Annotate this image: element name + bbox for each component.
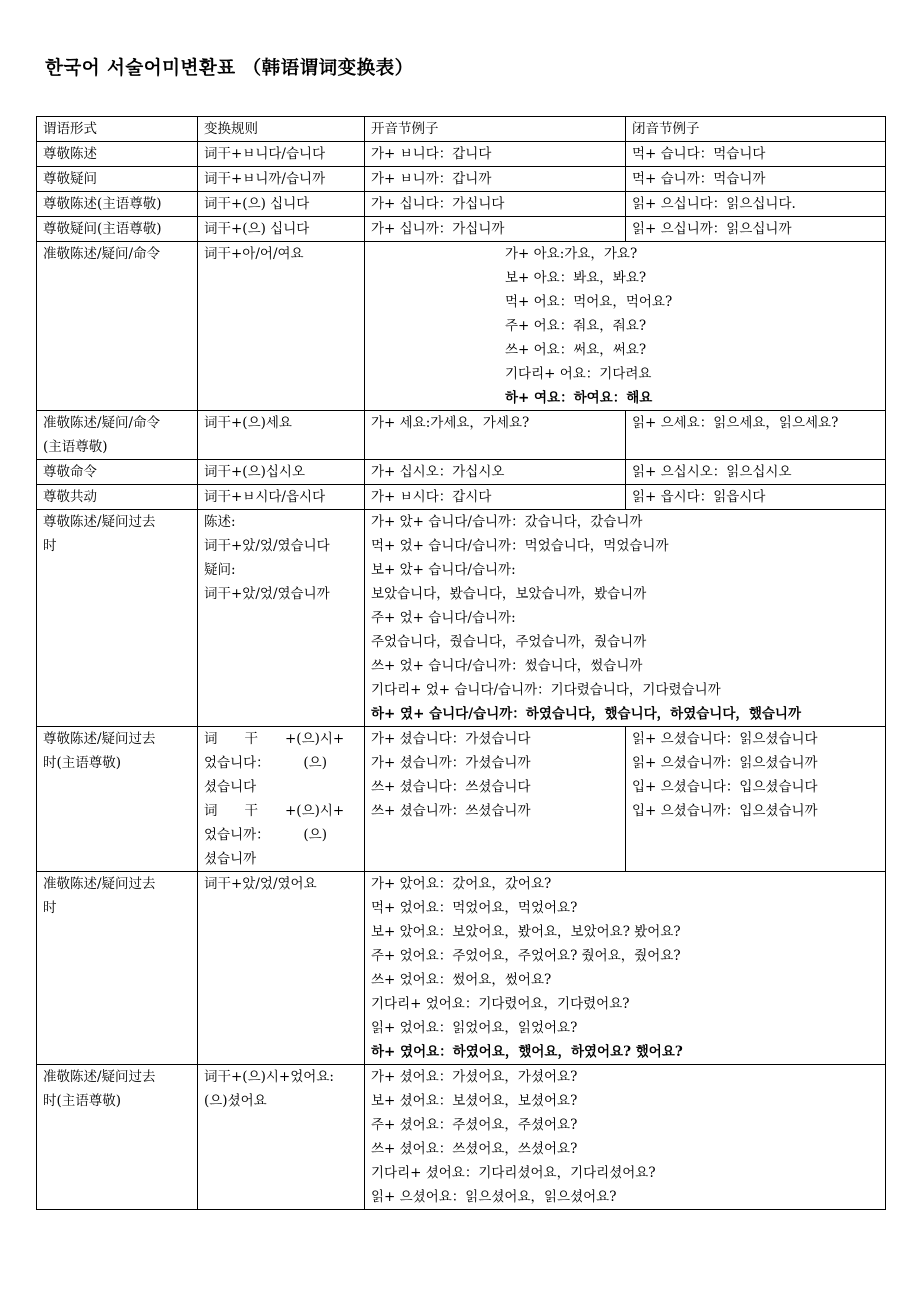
table-row (37, 872, 886, 1065)
form-cell (37, 872, 198, 1065)
rule-cell: 词干+(으)세요 (198, 411, 365, 460)
rule-line: 词 干 +(으)시+ (204, 803, 345, 819)
rule-cell (198, 510, 365, 727)
example-line-bold: 하+ 였어요：하였어요，했어요，하였어요? 했어요? (371, 1044, 683, 1060)
table-row (37, 460, 886, 485)
example-line: 쓰+ 어요：써요，써요? (505, 342, 647, 358)
table-row (37, 485, 886, 510)
closed-example-cell: 읽+ 으세요：읽으세요，읽으세요? (626, 411, 886, 460)
closed-example-cell: 읽+ 으십시오：읽으십시오 (626, 460, 886, 485)
example-line: 가+ 셨습니다：가셨습니다 (371, 731, 531, 747)
example-line: 가+ 았+ 습니다/습니까：갔습니다，갔습니까 (371, 514, 643, 530)
closed-example-cell: 먹+ 습니까：먹습니까 (626, 167, 886, 192)
table-header-row (37, 117, 886, 142)
form-cell (37, 411, 198, 460)
example-line: 먹+ 었+ 습니다/습니까：먹었습니다，먹었습니까 (371, 538, 669, 554)
example-line: 쓰+ 셨어요：쓰셨어요，쓰셨어요? (371, 1141, 578, 1157)
form-line: 准敬陈述/疑问/命令 (43, 415, 161, 431)
form-cell: 尊敬疑问(主语尊敬) (37, 217, 198, 242)
closed-example-cell: 읽+ 으십니다：읽으십니다. (626, 192, 886, 217)
rule-line: (으)셨어요 (204, 1093, 267, 1109)
rule-line: 었습니다： (으) (204, 755, 327, 771)
example-line: 주+ 어요：줘요，줘요? (505, 318, 647, 334)
form-line: 尊敬陈述/疑问过去 (43, 731, 156, 747)
merged-example-cell (365, 872, 886, 1065)
merged-example-cell (365, 510, 886, 727)
example-line: 기다리+ 었+ 습니다/습니까：기다렸습니다，기다렸습니까 (371, 682, 721, 698)
open-example-cell: 가+ ㅂ시다：갑시다 (365, 485, 626, 510)
table-row (37, 727, 886, 872)
table-row (37, 142, 886, 167)
form-line: 时 (43, 538, 57, 554)
rule-cell: 词干+ㅂ니까/습니까 (198, 167, 365, 192)
closed-example-cell: 먹+ 습니다：먹습니다 (626, 142, 886, 167)
form-cell: 尊敬共动 (37, 485, 198, 510)
example-line: 읽+ 었어요：읽었어요，읽었어요? (371, 1020, 578, 1036)
rule-line: 셨습니다 (204, 779, 257, 795)
example-line: 입+ 으셨습니까：입으셨습니까 (632, 803, 818, 819)
page-title: 한국어 서술어미변환표 （韩语谓词变换表） (45, 58, 414, 79)
rule-cell: 词干+ㅂ니다/습니다 (198, 142, 365, 167)
rule-line: 词干+(으)시+었어요: (204, 1069, 334, 1085)
example-line: 주+ 었+ 습니다/습니까: (371, 610, 516, 626)
example-line: 기다리+ 었어요：기다렸어요，기다렸어요? (371, 996, 630, 1012)
example-line-bold: 하+ 여요：하여요：해요 (505, 390, 653, 406)
header-form: 谓语形式 (37, 117, 198, 142)
open-example-cell: 가+ 세요:가세요，가세요? (365, 411, 626, 460)
header-open-syllable: 开音节例子 (365, 117, 626, 142)
rule-line: 셨습니까 (204, 851, 257, 867)
example-line: 보+ 아요：봐요，봐요? (505, 270, 647, 286)
form-cell: 尊敬命令 (37, 460, 198, 485)
form-cell: 尊敬疑问 (37, 167, 198, 192)
rule-line: 었습니까： (으) (204, 827, 327, 843)
form-line: (主语尊敬) (43, 439, 108, 455)
example-line: 읽+ 으셨어요：읽으셨어요，읽으셨어요? (371, 1189, 617, 1205)
table-row (37, 242, 886, 411)
closed-example-cell: 읽+ 으십니까：읽으십니까 (626, 217, 886, 242)
form-cell (37, 727, 198, 872)
form-cell (37, 510, 198, 727)
example-line: 주었습니다，줬습니다，주었습니까，줬습니까 (371, 634, 647, 650)
example-line: 읽+ 으셨습니까：읽으셨습니까 (632, 755, 818, 771)
form-cell (37, 1065, 198, 1210)
rule-line: 词干+았/었/였습니다 (204, 538, 330, 554)
open-example-cell: 가+ ㅂ니까：갑니까 (365, 167, 626, 192)
table-row (37, 510, 886, 727)
rule-cell (198, 1065, 365, 1210)
form-cell: 尊敬陈述 (37, 142, 198, 167)
rule-cell: 词干+ㅂ시다/읍시다 (198, 485, 365, 510)
table-row (37, 1065, 886, 1210)
example-line: 주+ 셨어요：주셨어요，주셨어요? (371, 1117, 578, 1133)
example-line: 보았습니다，봤습니다，보았습니까，봤습니까 (371, 586, 647, 602)
form-line: 尊敬陈述/疑问过去 (43, 514, 156, 530)
open-example-cell: 가+ 십니까：가십니까 (365, 217, 626, 242)
form-line: 时 (43, 900, 57, 916)
example-line: 보+ 셨어요：보셨어요，보셨어요? (371, 1093, 578, 1109)
form-line: 准敬陈述/疑问过去 (43, 1069, 156, 1085)
example-line: 읽+ 으셨습니다：읽으셨습니다 (632, 731, 818, 747)
example-line: 보+ 았+ 습니다/습니까: (371, 562, 516, 578)
example-line: 가+ 았어요：갔어요，갔어요? (371, 876, 552, 892)
example-line-bold: 하+ 였+ 습니다/습니까：하였습니다，했습니다，하였습니다，했습니까 (371, 706, 802, 722)
merged-example-cell (365, 1065, 886, 1210)
rule-cell: 词干+(으) 십니다 (198, 192, 365, 217)
example-line: 가+ 셨어요：가셨어요，가셨어요? (371, 1069, 578, 1085)
example-line: 입+ 으셨습니다：입으셨습니다 (632, 779, 818, 795)
conjugation-table (36, 116, 886, 1210)
example-line: 먹+ 었어요：먹었어요，먹었어요? (371, 900, 578, 916)
example-line: 쓰+ 었어요：썼어요，썼어요? (371, 972, 552, 988)
form-line: 时(主语尊敬) (43, 755, 122, 771)
table-row (37, 217, 886, 242)
example-line: 기다리+ 셨어요：기다리셨어요，기다리셨어요? (371, 1165, 656, 1181)
closed-example-cell: 읽+ 읍시다：읽읍시다 (626, 485, 886, 510)
closed-example-cell (626, 727, 886, 872)
form-cell: 尊敬陈述(主语尊敬) (37, 192, 198, 217)
example-line: 기다리+ 어요：기다려요 (505, 366, 652, 382)
rule-cell: 词干+았/었/였어요 (198, 872, 365, 1065)
rule-line: 词 干 +(으)시+ (204, 731, 345, 747)
rule-cell: 词干+(으) 십니다 (198, 217, 365, 242)
form-line: 时(主语尊敬) (43, 1093, 122, 1109)
example-line: 가+ 아요:가요，가요? (505, 246, 638, 262)
example-line: 쓰+ 었+ 습니다/습니까：썼습니다，썼습니까 (371, 658, 643, 674)
example-line: 쓰+ 셨습니다：쓰셨습니다 (371, 779, 531, 795)
example-line: 주+ 었어요：주었어요，주었어요? 줬어요，줬어요? (371, 948, 681, 964)
merged-example-cell (365, 242, 886, 411)
open-example-cell (365, 727, 626, 872)
header-rule: 变换规则 (198, 117, 365, 142)
open-example-cell: 가+ 십니다：가십니다 (365, 192, 626, 217)
rule-cell (198, 727, 365, 872)
table-row (37, 192, 886, 217)
table-row (37, 411, 886, 460)
example-line: 보+ 았어요：보았어요，봤어요，보았어요? 봤어요? (371, 924, 681, 940)
header-closed-syllable: 闭音节例子 (626, 117, 886, 142)
form-line: 准敬陈述/疑问过去 (43, 876, 156, 892)
example-line: 쓰+ 셨습니까：쓰셨습니까 (371, 803, 531, 819)
open-example-cell: 가+ 십시오：가십시오 (365, 460, 626, 485)
example-line: 먹+ 어요：먹어요，먹어요? (505, 294, 673, 310)
example-line: 가+ 셨습니까：가셨습니까 (371, 755, 531, 771)
rule-line: 词干+았/었/였습니까 (204, 586, 330, 602)
open-example-cell: 가+ ㅂ니다：갑니다 (365, 142, 626, 167)
form-cell: 准敬陈述/疑问/命令 (37, 242, 198, 411)
rule-cell: 词干+아/어/여요 (198, 242, 365, 411)
rule-cell: 词干+(으)십시오 (198, 460, 365, 485)
rule-line: 陈述: (204, 514, 236, 530)
rule-line: 疑问: (204, 562, 236, 578)
table-row (37, 167, 886, 192)
